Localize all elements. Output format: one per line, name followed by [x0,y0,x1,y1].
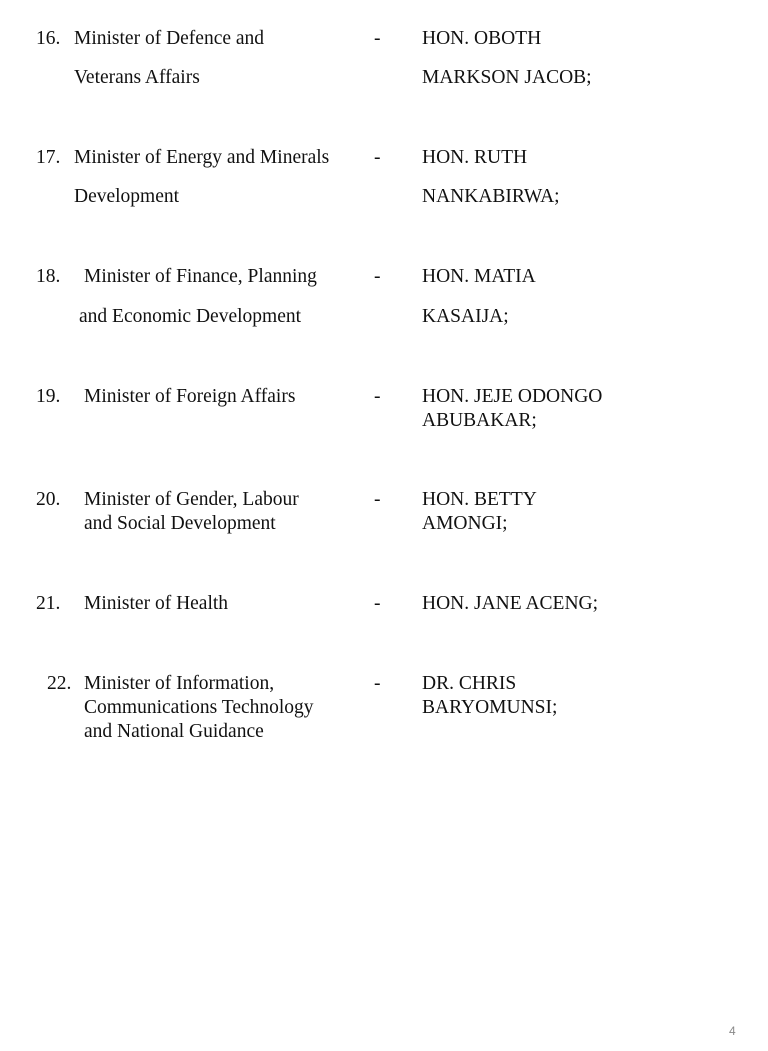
separator-dash: - [374,489,381,510]
ministry-title: and Economic Development [79,306,302,327]
ministry-title: Veterans Affairs [74,67,200,88]
separator-dash: - [374,673,381,694]
minister-name: HON. MATIA [422,266,536,287]
entry-number: 22. [47,673,72,694]
minister-name: MARKSON JACOB; [422,67,592,88]
ministry-title: and National Guidance [84,721,264,742]
entry-number: 16. [36,28,61,49]
ministry-title: Minister of Finance, Planning [84,266,317,287]
page-number: 4 [729,1024,736,1038]
minister-name: AMONGI; [422,513,508,534]
separator-dash: - [374,266,381,287]
minister-name: BARYOMUNSI; [422,697,558,718]
ministry-title: Development [74,186,180,207]
minister-name: HON. RUTH [422,147,528,168]
separator-dash: - [374,147,381,168]
minister-name: HON. JANE ACENG; [422,593,599,614]
entry-number: 19. [36,386,61,407]
minister-name: HON. OBOTH [422,28,542,49]
minister-name: HON. BETTY [422,489,537,510]
ministry-title: Communications Technology [84,697,314,718]
minister-name: NANKABIRWA; [422,186,560,207]
entry-number: 18. [36,266,61,287]
minister-name: ABUBAKAR; [422,410,537,431]
ministry-title: Minister of Information, [84,673,275,694]
ministry-title: Minister of Defence and [74,28,265,49]
entry-number: 20. [36,489,61,510]
minister-name: DR. CHRIS [422,673,517,694]
minister-name: KASAIJA; [422,306,509,327]
separator-dash: - [374,28,381,49]
ministry-title: Minister of Foreign Affairs [84,386,296,407]
ministry-title: and Social Development [84,513,276,534]
ministry-title: Minister of Gender, Labour [84,489,299,510]
entry-number: 17. [36,147,61,168]
separator-dash: - [374,593,381,614]
minister-name: HON. JEJE ODONGO [422,386,603,407]
ministry-title: Minister of Energy and Minerals [74,147,330,168]
entry-number: 21. [36,593,61,614]
separator-dash: - [374,386,381,407]
ministry-title: Minister of Health [84,593,229,614]
